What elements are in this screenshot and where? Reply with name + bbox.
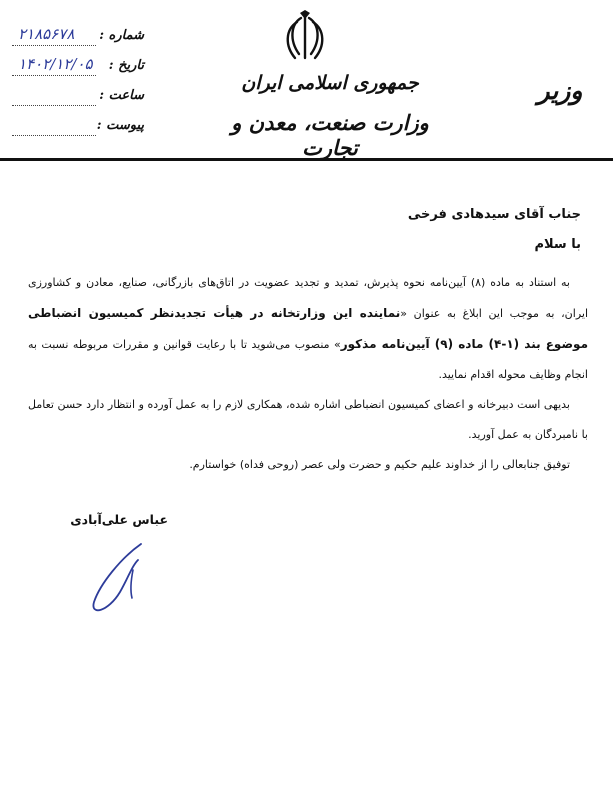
paragraph-3: توفیق جنابعالی را از خداوند علیم حکیم و حضرت ولی عصر (روحی فداه) خواستارم.	[189, 458, 570, 471]
time-line	[12, 105, 96, 106]
letter-body	[28, 268, 588, 480]
paragraph-1-text-a: به استناد به ماده (۸) آیین‌نامه نحوه پذیرش، تمدید و تجدید عضویت در اتاق‌های بازرگانی، صنایع، معادن و کشاورزی ایران، به موجب این ابلاغ به عنوان «	[28, 276, 589, 320]
signer-name: عباس علی‌آبادی	[70, 512, 168, 527]
number-line	[12, 45, 96, 46]
header-divider	[0, 158, 613, 161]
signature-icon	[86, 540, 176, 620]
time-field	[12, 84, 152, 114]
paragraph-1-bold: نماینده این وزارتخانه در هیأت تجدیدنظر کمیسیون انضباطی موضوع بند (۱-۴) ماده (۹) آیین‌نامه مذکور	[28, 306, 588, 351]
attachment-line	[12, 135, 96, 136]
republic-title: جمهوری اسلامی ایران	[241, 72, 419, 94]
letter-meta	[12, 24, 152, 144]
attachment-label: پیوست :	[96, 118, 144, 133]
number-value: ۲۱۸۵۶۷۸	[18, 25, 75, 43]
iran-emblem-icon	[283, 10, 327, 64]
attachment-field	[12, 114, 152, 144]
paragraph-1	[28, 268, 588, 390]
date-value: ۱۴۰۲/۱۲/۰۵	[18, 55, 93, 73]
number-label: شماره :	[99, 28, 144, 43]
ministry-title: وزارت صنعت، معدن و تجارت	[231, 110, 429, 160]
date-line	[12, 75, 96, 76]
number-field	[12, 24, 152, 54]
minister-title: وزیر	[537, 76, 583, 105]
greeting: با سلام	[534, 237, 581, 252]
date-field	[12, 54, 152, 84]
paragraph-1-text-c: » منصوب می‌شوید تا با رعایت قوانین و مقررات مربوطه نسبت به انجام وظایف محوله اقدام نمایید.	[28, 338, 588, 381]
date-label: تاریخ :	[108, 58, 144, 73]
paragraph-2: بدیهی است دبیرخانه و اعضای کمیسیون انضباطی اشاره شده، همکاری لازم را به عمل آورده و انتظار دارد حسن تعامل با نامبردگان به عمل آورید.	[28, 398, 588, 441]
recipient: جناب آقای سیدهادی فرخی	[407, 207, 581, 222]
time-label: ساعت :	[99, 88, 144, 103]
